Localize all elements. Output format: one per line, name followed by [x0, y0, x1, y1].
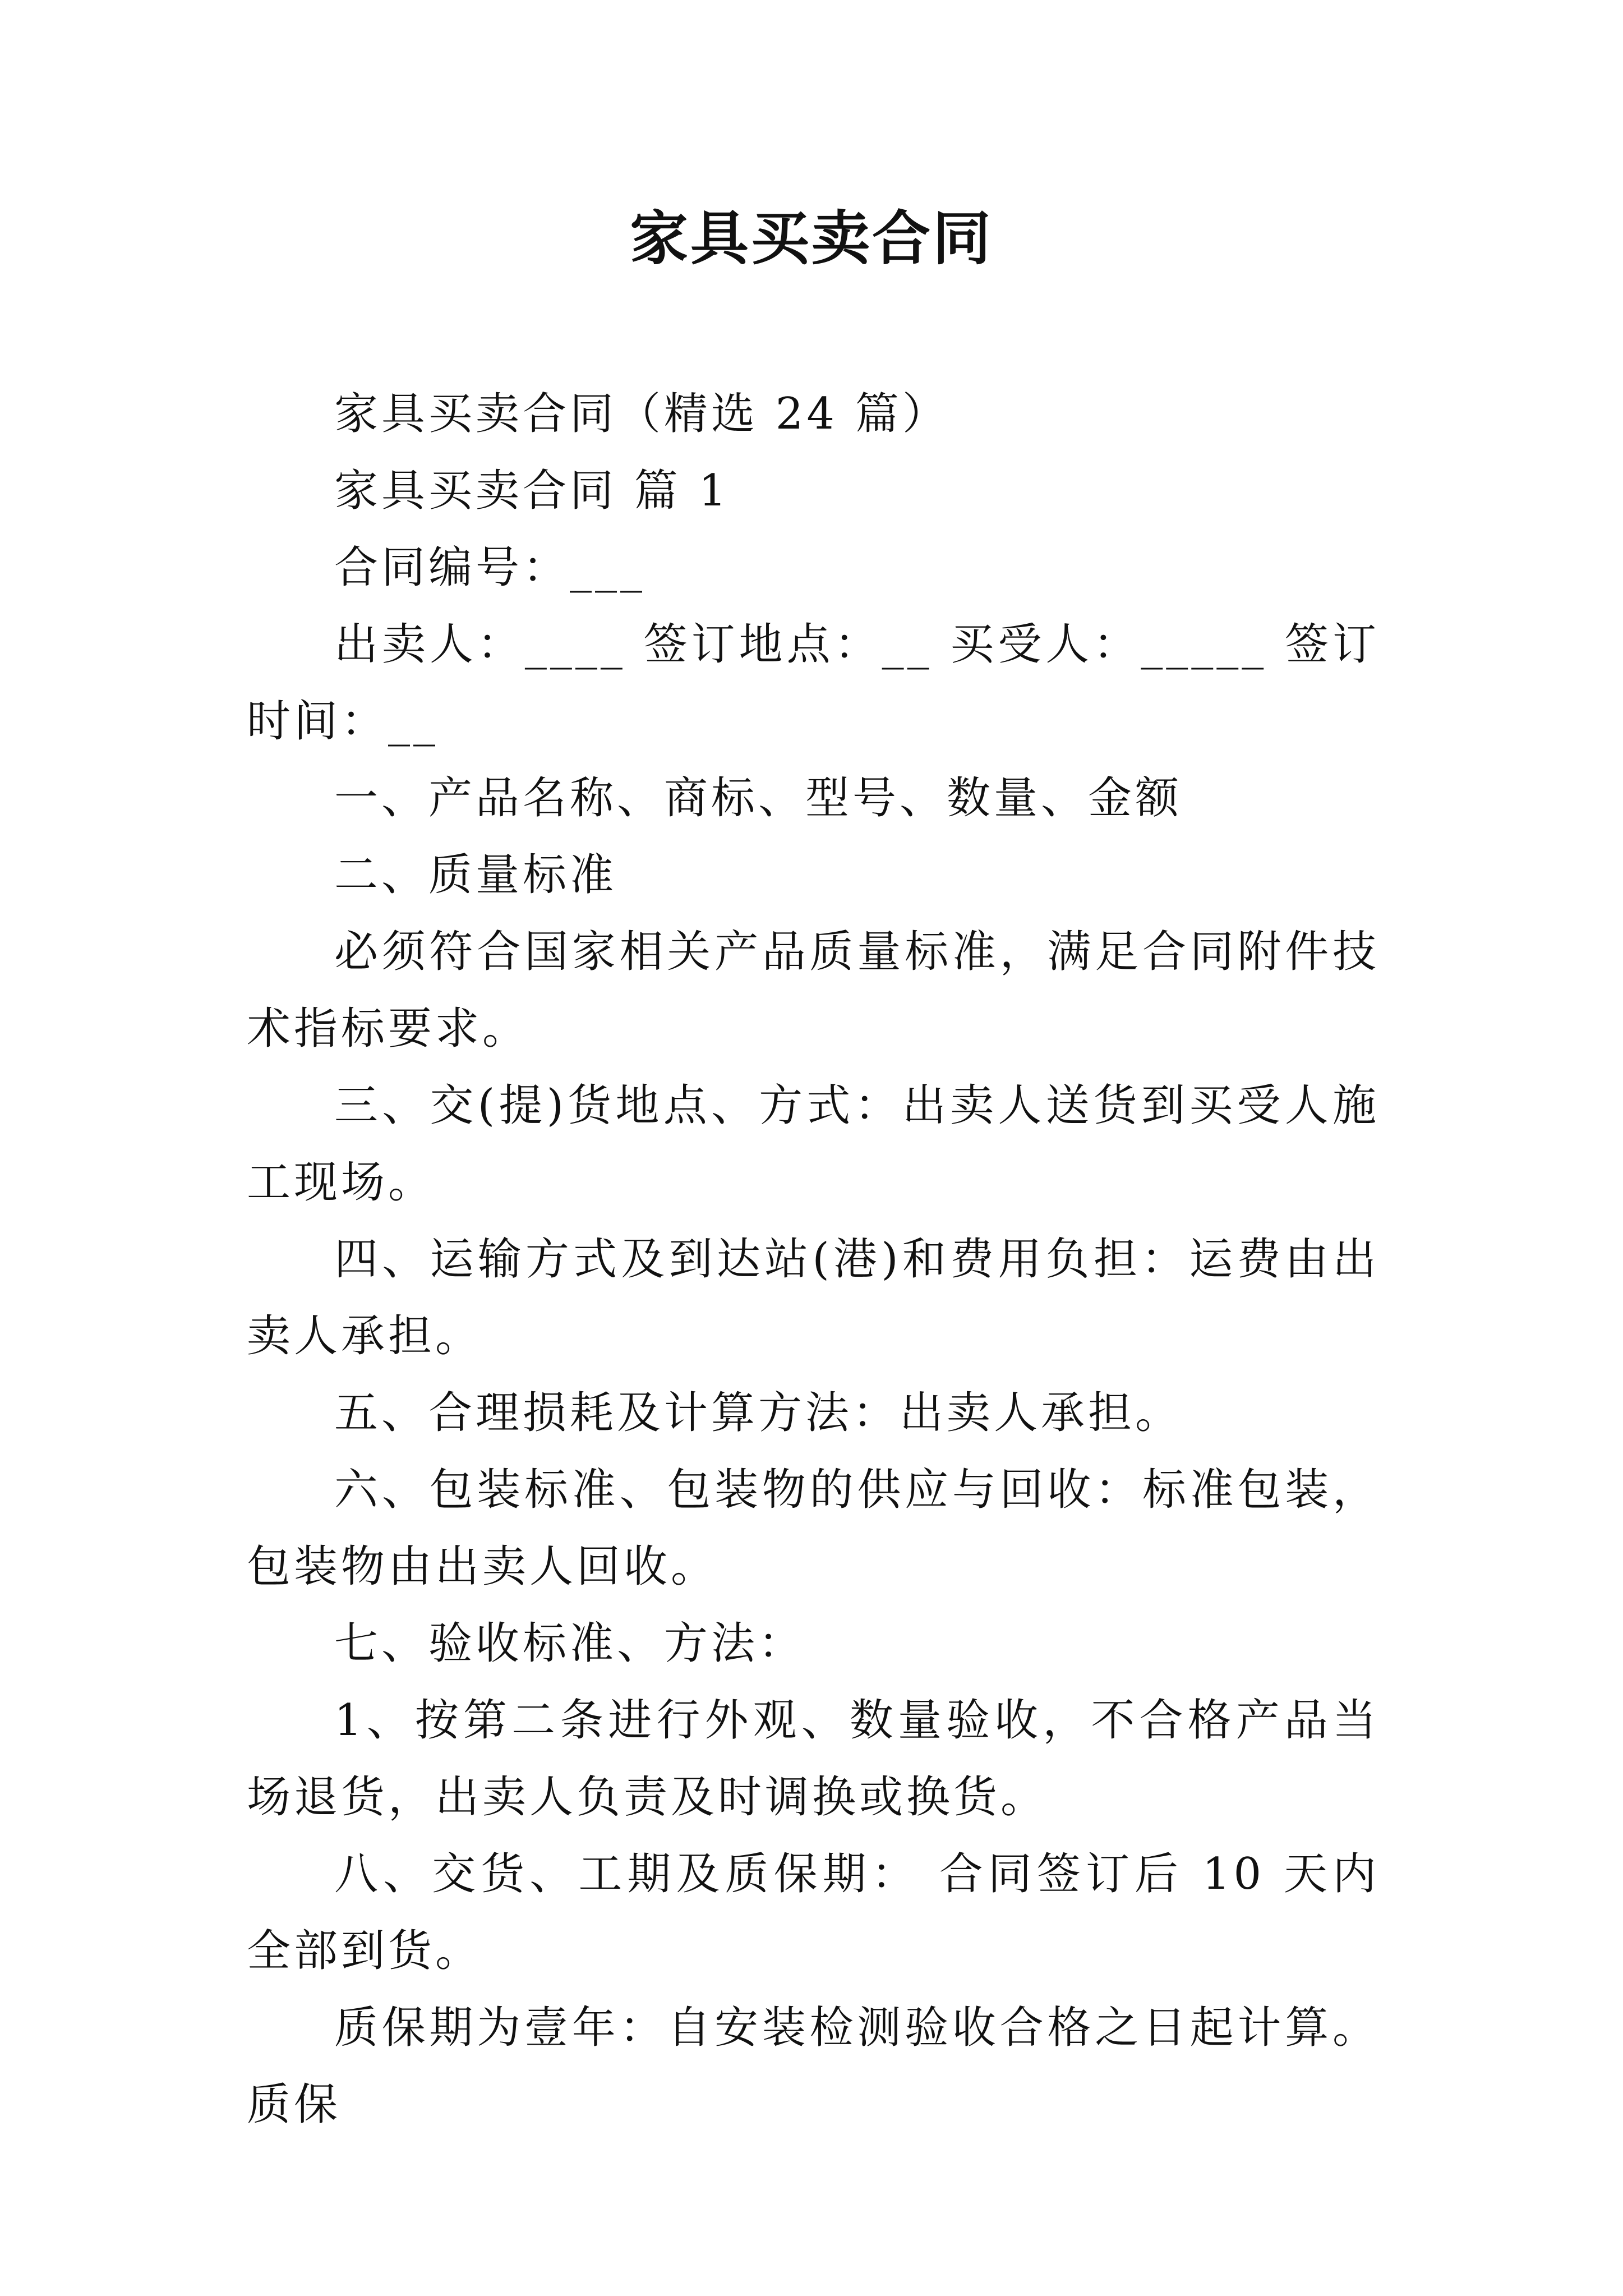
paragraph-clause-8: 八、交货、工期及质保期： 合同签订后 10 天内全部到货。 — [247, 1849, 1380, 1976]
document-title: 家具买卖合同 — [629, 204, 993, 273]
paragraph-clause-1: 一、产品名称、商标、型号、数量、金额 — [334, 773, 1183, 823]
paragraph-contract-number: 合同编号：___ — [334, 542, 646, 593]
paragraph-clause-6: 六、包装标准、包装物的供应与回收：标准包装，包装物由出卖人回收。 — [247, 1465, 1380, 1592]
paragraph-clause-3: 三、交(提)货地点、方式：出卖人送货到买受人施工现场。 — [247, 1080, 1380, 1208]
paragraph-inspection-item-1: 1、按第二条进行外观、数量验收，不合格产品当场退货，出卖人负责及时调换或换货。 — [247, 1695, 1380, 1823]
paragraph-clause-4: 四、运输方式及到达站(港)和费用负担：运费由出卖人承担。 — [247, 1234, 1380, 1361]
paragraph-parties: 出卖人：____ 签订地点：__ 买受人：_____ 签订时间：__ — [247, 619, 1380, 747]
paragraph-quality-text: 必须符合国家相关产品质量标准，满足合同附件技术指标要求。 — [247, 927, 1380, 1054]
paragraph-clause-7: 七、验收标准、方法： — [334, 1618, 806, 1669]
paragraph-section-heading: 家具买卖合同 篇 1 — [334, 466, 730, 516]
paragraph-clause-5: 五、合理损耗及计算方法：出卖人承担。 — [334, 1388, 1183, 1438]
paragraph-subtitle: 家具买卖合同（精选 24 篇） — [334, 389, 949, 439]
paragraph-clause-2: 二、质量标准 — [334, 850, 617, 900]
document-body — [247, 376, 1380, 2143]
paragraph-warranty: 质保期为壹年：自安装检测验收合格之日起计算。质保 — [247, 2003, 1380, 2130]
